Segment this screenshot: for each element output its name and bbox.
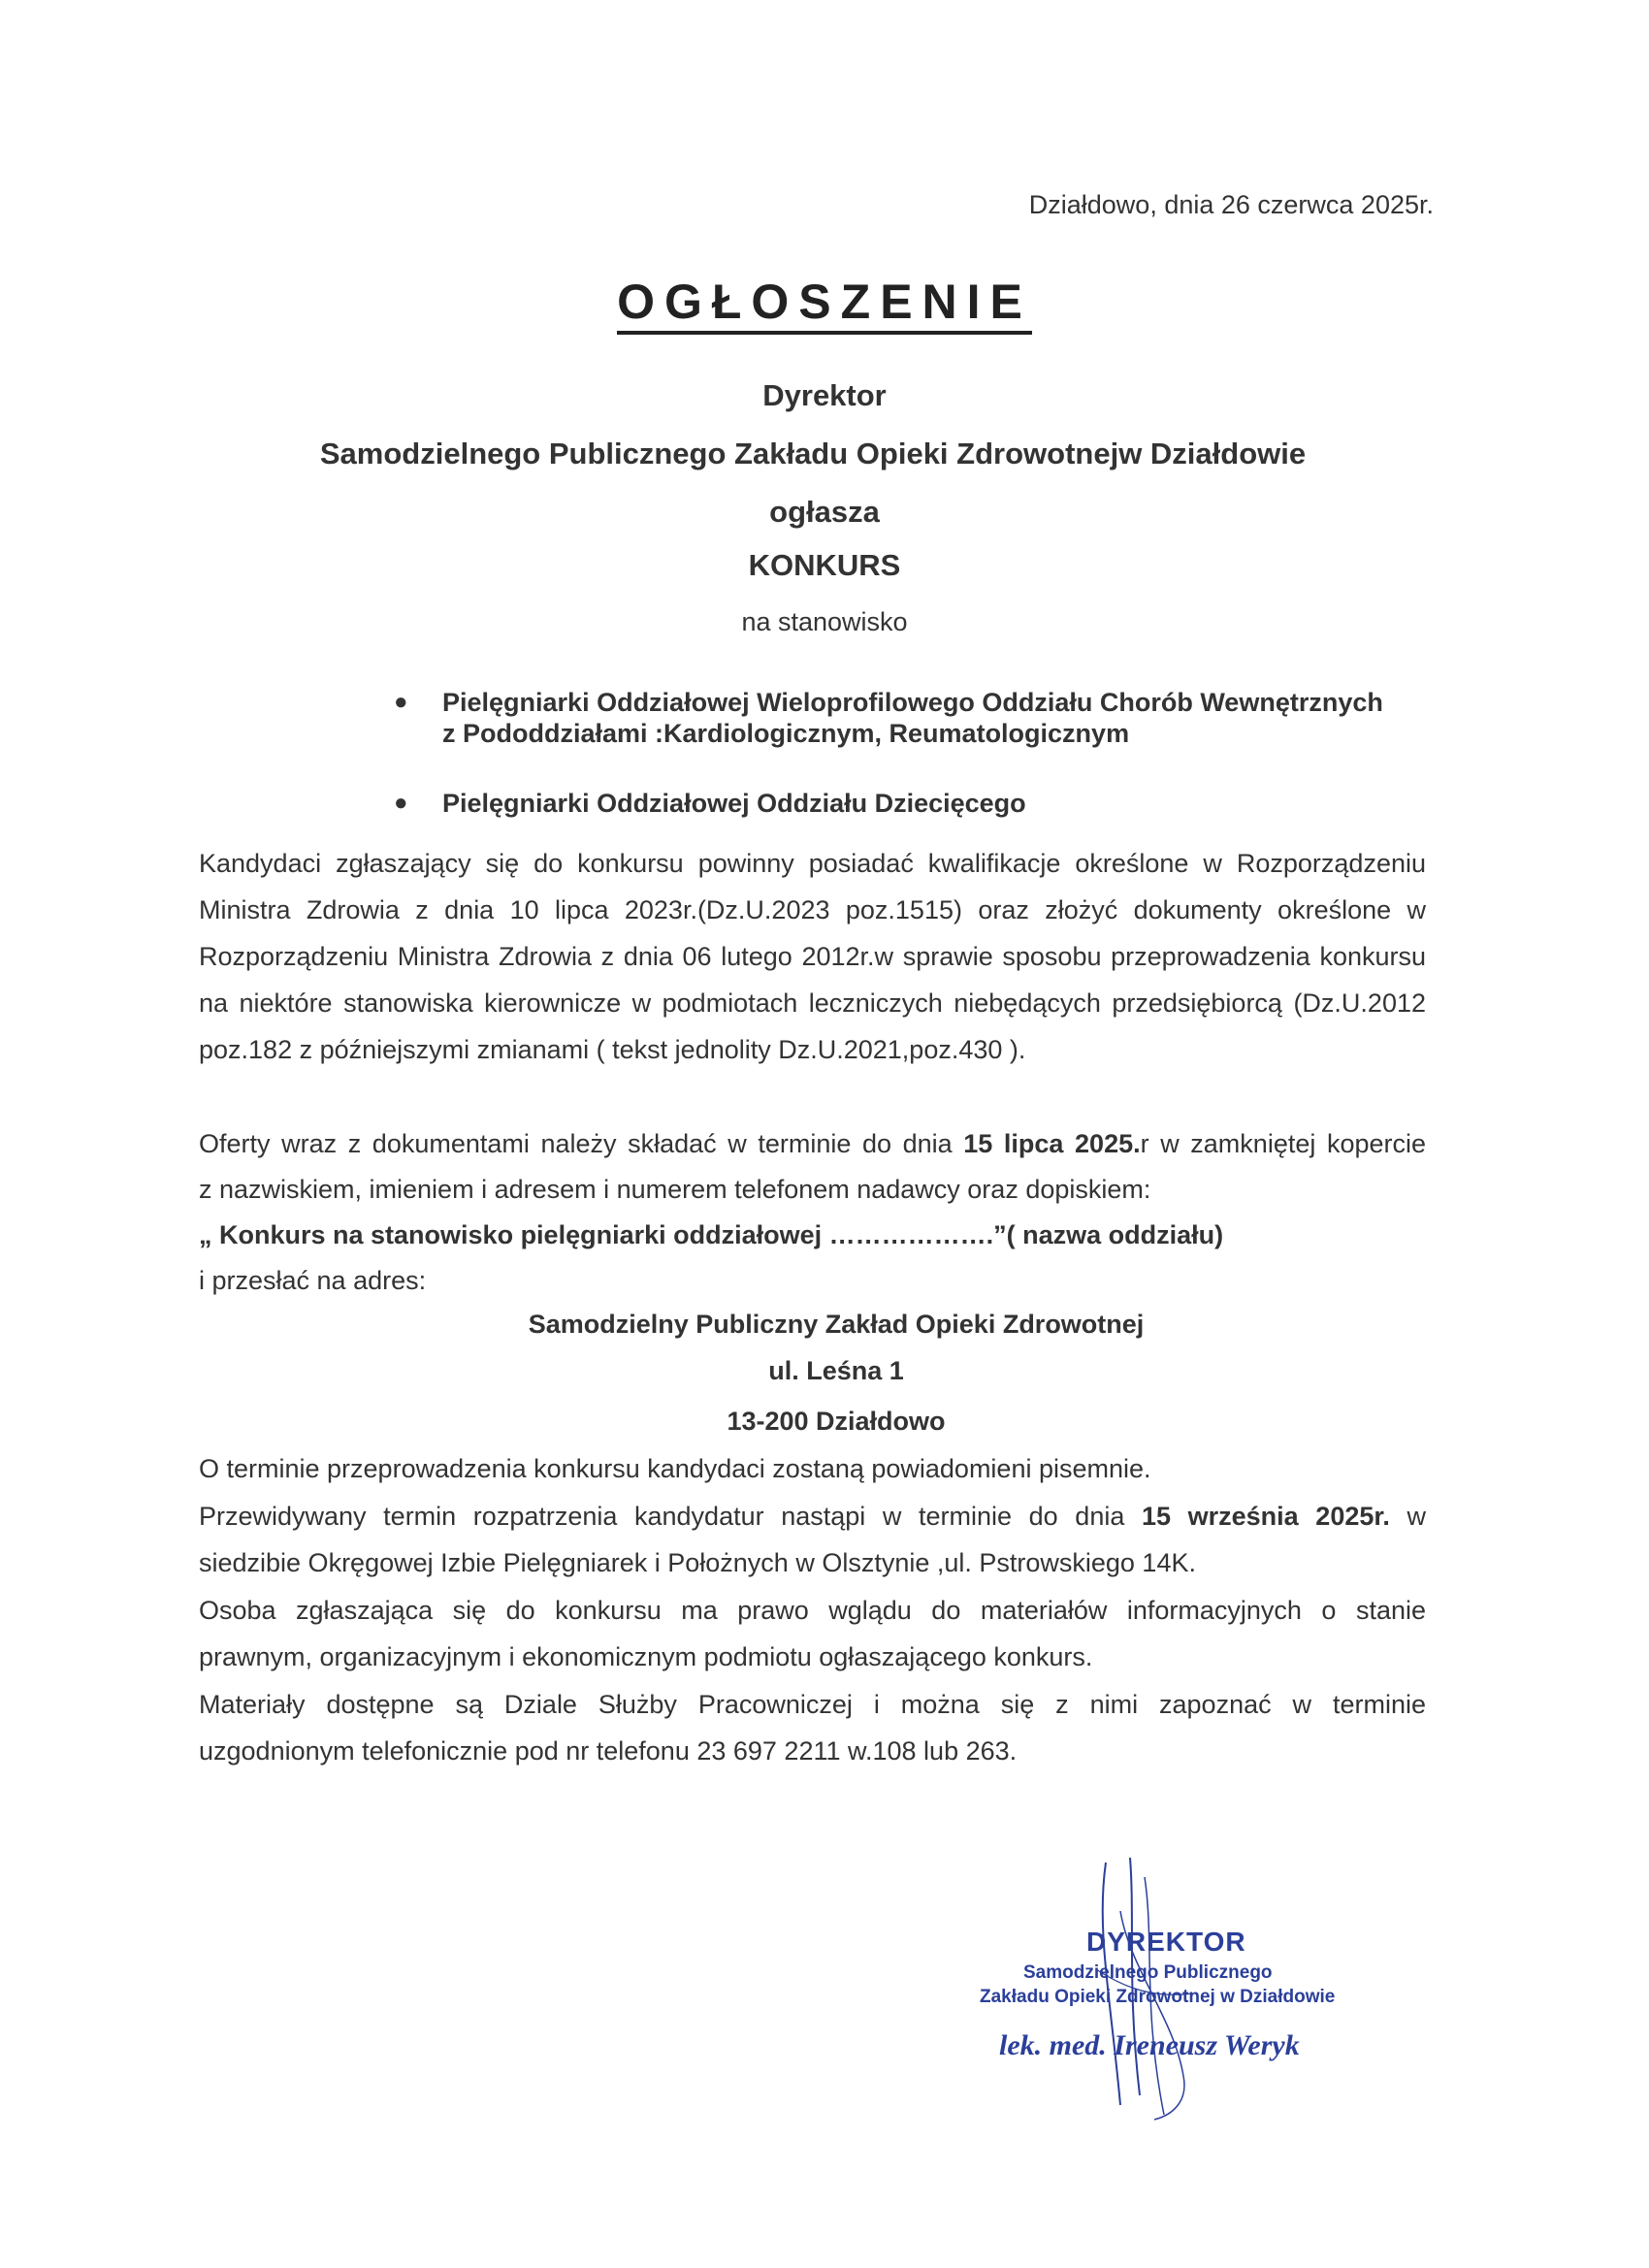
heading-position-label: na stanowisko (741, 607, 908, 636)
heading-competition: KONKURS (748, 548, 901, 582)
paragraph-line: siedzibie Okręgowej Izbie Pielęgniarek i Położnych w Olsztynie ,ul. Pstrowskiego 14K. (199, 1548, 1196, 1577)
paragraph-line: Osoba zgłaszająca się do konkursu ma prawo wglądu do materiałów informacyjnych o stanie (199, 1595, 1426, 1625)
review-date: 15 września 2025r. (1141, 1501, 1390, 1531)
address-name: Samodzielny Publiczny Zakład Opieki Zdrowotnej (528, 1310, 1145, 1339)
heading-institution: Samodzielnego Publicznego Zakładu Opieki Zdrowotnejw Działdowie (319, 437, 1307, 470)
stamp-line: Zakładu Opieki Zdrowotnej w Działdowie (980, 1987, 1336, 2007)
paragraph-line: O terminie przeprowadzenia konkursu kandydaci zostaną powiadomieni pisemnie. (199, 1454, 1151, 1483)
position-line: z Pododdziałami :Kardiologicznym, Reumatologicznym (442, 719, 1130, 748)
paragraph-line (199, 1493, 1426, 1540)
heading-announces: ogłasza (769, 495, 880, 529)
text-run: Przewidywany termin rozpatrzenia kandydatur nastąpi w terminie do dnia (199, 1501, 1142, 1531)
paragraph-line: i przesłać na adres: (199, 1266, 427, 1295)
envelope-note: „ Konkurs na stanowisko pielęgniarki oddziałowej ……………….”( nazwa oddziału) (199, 1220, 1224, 1249)
document-title (0, 274, 1649, 330)
place-date: Działdowo, dnia 26 czerwca 2025r. (1028, 190, 1434, 219)
paragraph-line: Materiały dostępne są Dziale Służby Pracowniczej i można się z nimi zapoznać w terminie (199, 1689, 1426, 1719)
director-stamp (970, 1863, 1377, 2061)
paragraph-line: z nazwiskiem, imieniem i adresem i numerem telefonem nadawcy oraz dopiskiem: (199, 1175, 1151, 1204)
stamp-title: DYREKTOR (1086, 1927, 1246, 1957)
list-item (388, 687, 1455, 749)
positions-list (388, 687, 1455, 819)
position-line: Pielęgniarki Oddziałowej Oddziału Dziecięcego (442, 789, 1026, 818)
position-line: Pielęgniarki Oddziałowej Wieloprofilowego Oddziału Chorób Wewnętrznych (442, 688, 1383, 717)
address-city: 13-200 Działdowo (727, 1407, 946, 1436)
paragraph-line: prawnym, organizacyjnym i ekonomicznym podmiotu ogłaszającego konkurs. (199, 1642, 1093, 1671)
stamp-signatory: lek. med. Ireneusz Weryk (999, 2029, 1300, 2061)
title-text: OGŁOSZENIE (617, 275, 1032, 335)
bullet-icon: ● (394, 790, 408, 816)
text-run: w (1389, 1501, 1427, 1531)
bullet-icon: ● (394, 689, 408, 715)
paragraph-line: uzgodnionym telefonicznie pod nr telefonu 23 697 2211 w.108 lub 263. (199, 1736, 1018, 1766)
stamp-line: Samodzielnego Publicznego (1023, 1962, 1273, 1983)
deadline-date: 15 lipca 2025. (963, 1129, 1141, 1158)
text-run: r w zamkniętej kopercie (1140, 1129, 1426, 1158)
requirements-paragraph: Kandydaci zgłaszający się do konkursu powinny posiadać kwalifikacje określone w Rozporządzeniu Ministra Zdrowia z dnia 10 lipca 2023r.(Dz.U.2023 poz.1515) oraz złożyć dokumenty określone w Rozporządzeniu Ministra Zdrowia z dnia 06 lutego 2012r.w sprawie sposobu przeprowadzenia konkursu na niektóre stanowiska kierownicze w podmiotach leczniczych niebędących przedsiębiorcą (Dz.U.2012 poz.182 z późniejszymi zmianami ( tekst jednolity Dz.U.2021,poz.430 ). (199, 849, 1426, 1064)
list-item (388, 788, 1455, 819)
paragraph-line (199, 1121, 1426, 1167)
address-street: ul. Leśna 1 (768, 1356, 904, 1385)
information-paragraph (199, 1445, 1426, 1775)
submission-paragraph (199, 1121, 1426, 1304)
text-run: Oferty wraz z dokumentami należy składać w terminie do dnia (199, 1129, 964, 1158)
heading-director: Dyrektor (762, 378, 887, 412)
